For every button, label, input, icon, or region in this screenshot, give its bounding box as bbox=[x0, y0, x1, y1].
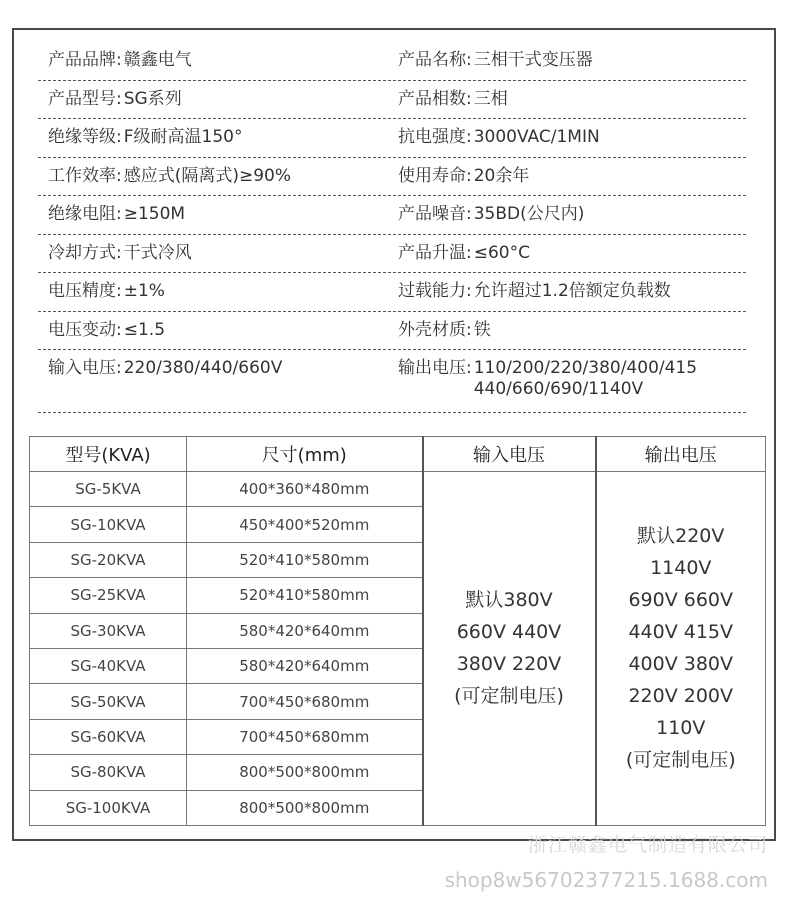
header-size: 尺寸(mm) bbox=[187, 437, 423, 472]
spec-row bbox=[38, 235, 746, 274]
spec-value: 110/200/220/380/400/415 440/660/690/1140V bbox=[473, 358, 698, 399]
size-cell: 450*400*520mm bbox=[187, 507, 423, 542]
spec-item bbox=[38, 81, 398, 119]
spec-value: ±1% bbox=[123, 281, 165, 301]
spec-value: ≤1.5 bbox=[123, 319, 166, 340]
spec-value: 铁 bbox=[473, 319, 491, 340]
spec-key: 电压变动: bbox=[48, 319, 122, 340]
spec-item bbox=[398, 42, 746, 80]
input-voltage-cell: 默认380V 660V 440V 380V 220V (可定制电压) bbox=[423, 472, 596, 826]
size-cell: 520*410*580mm bbox=[187, 542, 423, 577]
model-cell: SG-5KVA bbox=[30, 472, 187, 507]
output-voltage-cell: 默认220V 1140V 690V 660V 440V 415V 400V 380V 220V 200V 110V (可定制电压) bbox=[596, 472, 766, 826]
spec-key: 产品噪音: bbox=[398, 204, 472, 224]
model-cell: SG-30KVA bbox=[30, 613, 187, 648]
spec-row bbox=[38, 312, 746, 351]
spec-item bbox=[398, 350, 746, 412]
spec-item bbox=[38, 119, 398, 157]
spec-value: SG系列 bbox=[123, 88, 182, 109]
spec-item bbox=[398, 119, 746, 157]
spec-item bbox=[38, 273, 398, 311]
spec-value: 干式冷风 bbox=[123, 242, 192, 263]
spec-key: 工作效率: bbox=[48, 165, 122, 186]
spec-value: 220/380/440/660V bbox=[123, 358, 283, 378]
spec-key: 外壳材质: bbox=[398, 319, 472, 340]
model-cell: SG-20KVA bbox=[30, 542, 187, 577]
spec-row bbox=[38, 350, 746, 413]
header-output-voltage: 输出电压 bbox=[596, 437, 766, 472]
spec-item bbox=[38, 42, 398, 80]
spec-key: 电压精度: bbox=[48, 281, 122, 301]
model-cell: SG-100KVA bbox=[30, 790, 187, 825]
spec-value: 3000VAC/1MIN bbox=[473, 127, 600, 147]
spec-list bbox=[38, 42, 746, 413]
spec-key: 绝缘电阻: bbox=[48, 204, 122, 224]
size-cell: 800*500*800mm bbox=[187, 790, 423, 825]
spec-row bbox=[38, 158, 746, 197]
spec-value: 允许超过1.2倍额定负载数 bbox=[473, 281, 671, 301]
size-cell: 580*420*640mm bbox=[187, 613, 423, 648]
table-row bbox=[30, 472, 766, 507]
spec-value: 赣鑫电气 bbox=[123, 50, 192, 70]
spec-item bbox=[38, 312, 398, 350]
spec-item bbox=[38, 235, 398, 273]
spec-key: 使用寿命: bbox=[398, 165, 472, 186]
spec-value: 三相干式变压器 bbox=[473, 50, 593, 70]
model-cell: SG-60KVA bbox=[30, 719, 187, 754]
size-cell: 520*410*580mm bbox=[187, 578, 423, 613]
company-watermark: 浙江赣鑫电气制造有限公司 bbox=[527, 834, 768, 856]
size-cell: 800*500*800mm bbox=[187, 755, 423, 790]
spec-row bbox=[38, 119, 746, 158]
spec-item bbox=[398, 158, 746, 196]
size-cell: 400*360*480mm bbox=[187, 472, 423, 507]
spec-item bbox=[398, 273, 746, 311]
spec-row bbox=[38, 42, 746, 81]
spec-value: 35BD(公尺内) bbox=[473, 204, 585, 224]
spec-row bbox=[38, 273, 746, 312]
spec-key: 产品相数: bbox=[398, 88, 472, 109]
model-cell: SG-50KVA bbox=[30, 684, 187, 719]
model-table bbox=[29, 436, 766, 826]
spec-key: 抗电强度: bbox=[398, 127, 472, 147]
model-cell: SG-10KVA bbox=[30, 507, 187, 542]
spec-key: 输出电压: bbox=[398, 358, 472, 378]
size-cell: 700*450*680mm bbox=[187, 719, 423, 754]
size-cell: 700*450*680mm bbox=[187, 684, 423, 719]
spec-item bbox=[398, 235, 746, 273]
spec-key: 冷却方式: bbox=[48, 242, 122, 263]
spec-value: 20余年 bbox=[473, 165, 530, 186]
spec-item bbox=[38, 196, 398, 234]
header-model: 型号(KVA) bbox=[30, 437, 187, 472]
spec-item bbox=[398, 312, 746, 350]
spec-key: 绝缘等级: bbox=[48, 127, 122, 147]
spec-item bbox=[38, 350, 398, 412]
spec-item bbox=[398, 81, 746, 119]
spec-item bbox=[398, 196, 746, 234]
spec-row bbox=[38, 196, 746, 235]
spec-value: F级耐高温150° bbox=[123, 127, 243, 147]
model-cell: SG-40KVA bbox=[30, 648, 187, 683]
spec-value: 感应式(隔离式)≥90% bbox=[123, 165, 292, 186]
header-input-voltage: 输入电压 bbox=[423, 437, 596, 472]
spec-item bbox=[38, 158, 398, 196]
size-cell: 580*420*640mm bbox=[187, 648, 423, 683]
spec-value: ≥150M bbox=[123, 204, 186, 224]
table-header-row bbox=[30, 437, 766, 472]
spec-key: 产品品牌: bbox=[48, 50, 122, 70]
shop-url-watermark: shop8w56702377215.1688.com bbox=[444, 868, 768, 892]
spec-key: 产品名称: bbox=[398, 50, 472, 70]
spec-key: 产品升温: bbox=[398, 242, 472, 263]
spec-value: ≤60°C bbox=[473, 242, 530, 263]
spec-value: 三相 bbox=[473, 88, 508, 109]
spec-key: 输入电压: bbox=[48, 358, 122, 378]
spec-key: 过载能力: bbox=[398, 281, 472, 301]
spec-key: 产品型号: bbox=[48, 88, 122, 109]
model-cell: SG-80KVA bbox=[30, 755, 187, 790]
model-cell: SG-25KVA bbox=[30, 578, 187, 613]
spec-row bbox=[38, 81, 746, 120]
